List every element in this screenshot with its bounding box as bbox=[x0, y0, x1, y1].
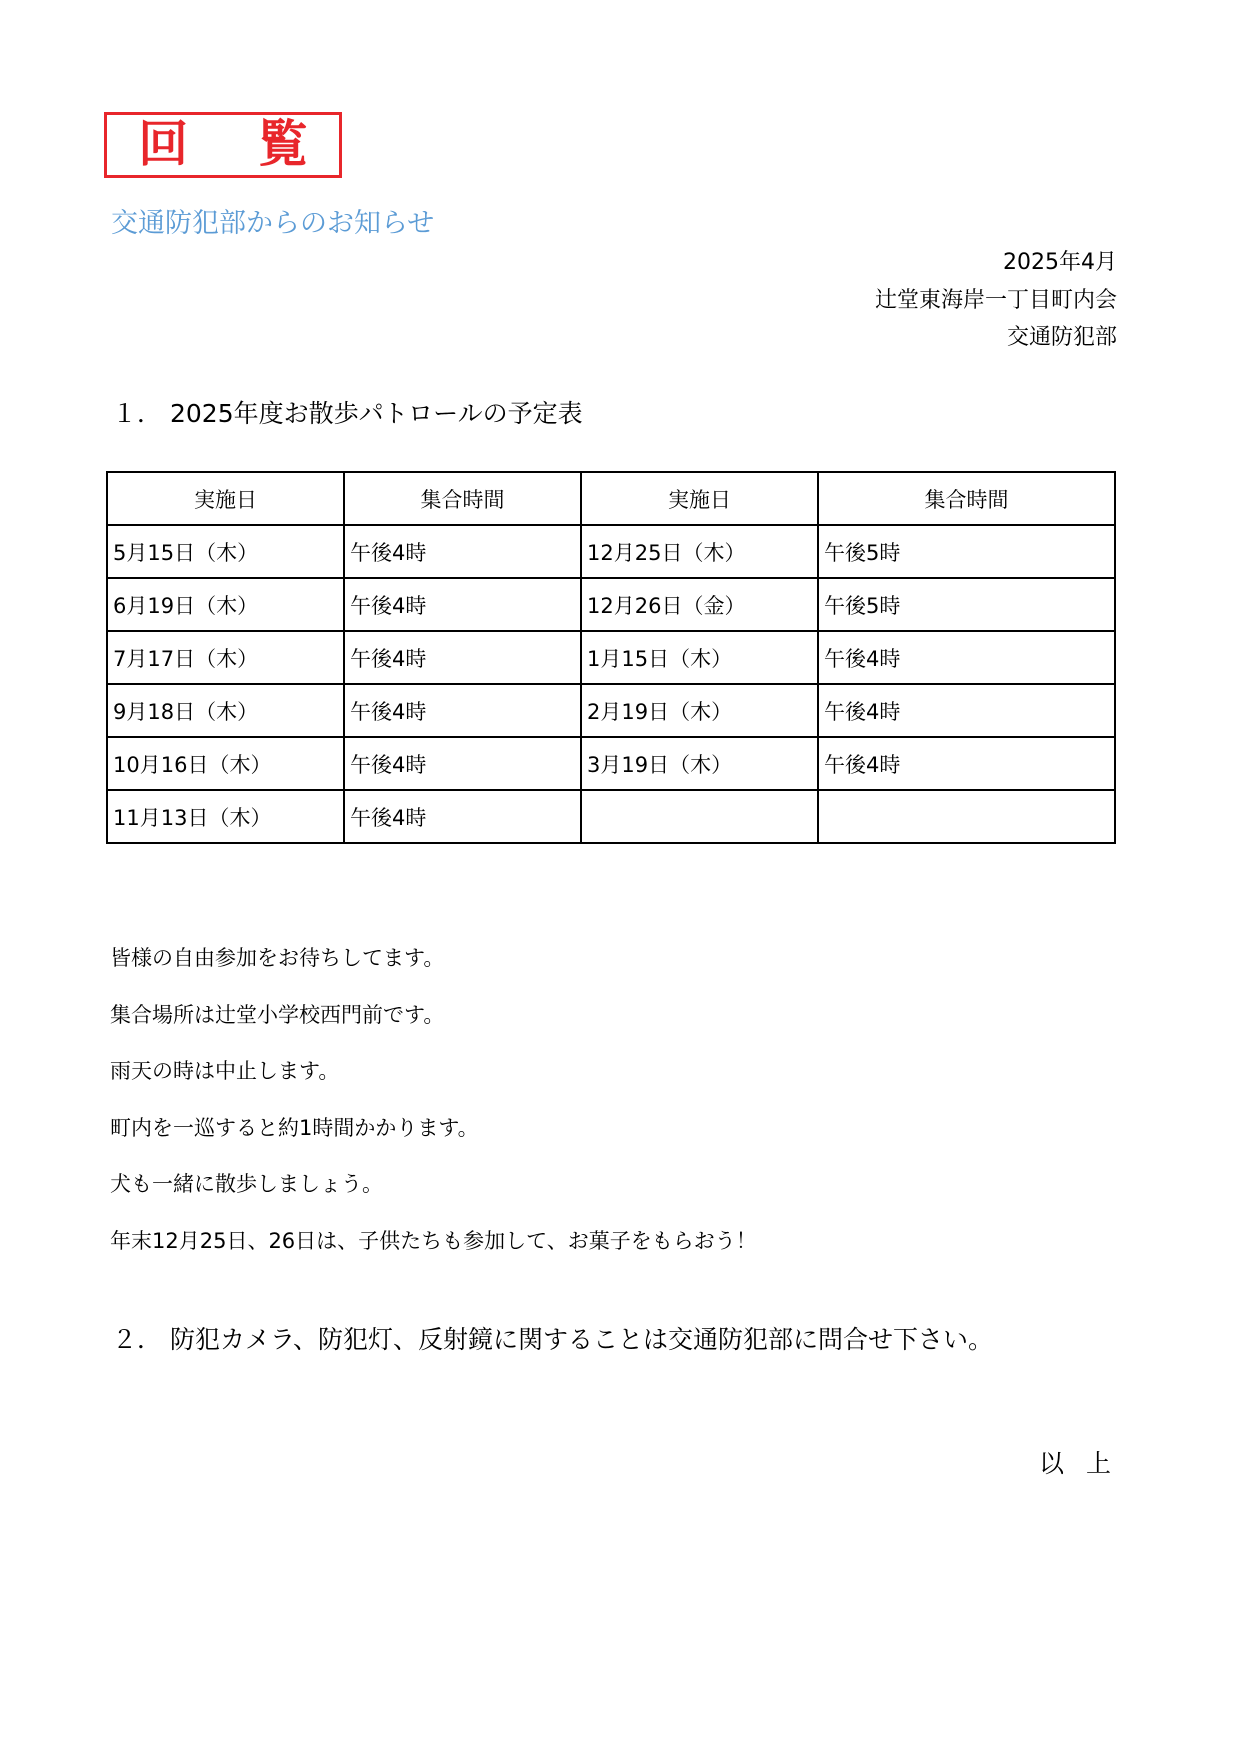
table-cell: 12月26日（金） bbox=[581, 578, 818, 631]
table-cell: 午後4時 bbox=[344, 790, 581, 843]
table-cell: 午後4時 bbox=[818, 631, 1115, 684]
table-row bbox=[107, 578, 1115, 631]
note-line: 犬も一緒に散歩しましょう。 bbox=[110, 1172, 383, 1196]
table-cell: 午後5時 bbox=[818, 525, 1115, 578]
table-cell: 1月15日（木） bbox=[581, 631, 818, 684]
section-2-number: ２． bbox=[112, 1325, 163, 1354]
note-line: 皆様の自由参加をお待ちしてます。 bbox=[110, 946, 445, 970]
note-line: 雨天の時は中止します。 bbox=[110, 1059, 340, 1083]
table-cell: 10月16日（木） bbox=[107, 737, 344, 790]
table-cell: 12月25日（木） bbox=[581, 525, 818, 578]
section-1-title: 2025年度お散歩パトロールの予定表 bbox=[170, 399, 583, 428]
closing-mark: 以上 bbox=[1038, 1449, 1133, 1478]
table-cell: 6月19日（木） bbox=[107, 578, 344, 631]
table-row bbox=[107, 684, 1115, 737]
notice-title: 交通防犯部からのお知らせ bbox=[111, 208, 435, 239]
organization-name: 辻堂東海岸一丁目町内会 bbox=[874, 287, 1117, 313]
notes-list bbox=[110, 930, 757, 1269]
table-cell: 3月19日（木） bbox=[581, 737, 818, 790]
table-cell: 5月15日（木） bbox=[107, 525, 344, 578]
table-cell: 午後4時 bbox=[818, 684, 1115, 737]
table-row bbox=[107, 737, 1115, 790]
section-2-heading bbox=[112, 1322, 993, 1358]
table-cell: 午後4時 bbox=[344, 684, 581, 737]
table-row bbox=[107, 790, 1115, 843]
table-cell bbox=[818, 790, 1115, 843]
table-row bbox=[107, 631, 1115, 684]
section-1-heading bbox=[112, 396, 583, 432]
table-cell: 午後4時 bbox=[818, 737, 1115, 790]
table-cell: 午後5時 bbox=[818, 578, 1115, 631]
section-2-text: 防犯カメラ、防犯灯、反射鏡に関することは交通防犯部に問合せ下さい。 bbox=[170, 1325, 994, 1354]
table-row bbox=[107, 525, 1115, 578]
table-header-row bbox=[107, 472, 1115, 525]
column-header: 実施日 bbox=[107, 472, 344, 525]
patrol-schedule-table bbox=[106, 471, 1116, 844]
sender-block bbox=[875, 244, 1117, 357]
issue-date: 2025年4月 bbox=[1003, 250, 1117, 275]
column-header: 実施日 bbox=[581, 472, 818, 525]
note-line: 集合場所は辻堂小学校西門前です。 bbox=[110, 1002, 445, 1027]
table-cell bbox=[581, 790, 818, 843]
table-cell: 午後4時 bbox=[344, 578, 581, 631]
table-cell: 2月19日（木） bbox=[581, 684, 818, 737]
column-header: 集合時間 bbox=[818, 472, 1115, 525]
table-cell: 11月13日（木） bbox=[107, 790, 344, 843]
department-name: 交通防犯部 bbox=[1006, 325, 1117, 350]
note-line: 年末12月25日、26日は、子供たちも参加して、お菓子をもらおう！ bbox=[110, 1228, 757, 1253]
circulation-stamp: 回 覧 bbox=[104, 112, 342, 178]
table-cell: 午後4時 bbox=[344, 525, 581, 578]
table-cell: 午後4時 bbox=[344, 737, 581, 790]
column-header: 集合時間 bbox=[344, 472, 581, 525]
note-line: 町内を一巡すると約1時間かかります。 bbox=[110, 1115, 479, 1140]
section-1-number: １． bbox=[112, 399, 163, 428]
table-cell: 9月18日（木） bbox=[107, 684, 344, 737]
table-cell: 午後4時 bbox=[344, 631, 581, 684]
table-cell: 7月17日（木） bbox=[107, 631, 344, 684]
